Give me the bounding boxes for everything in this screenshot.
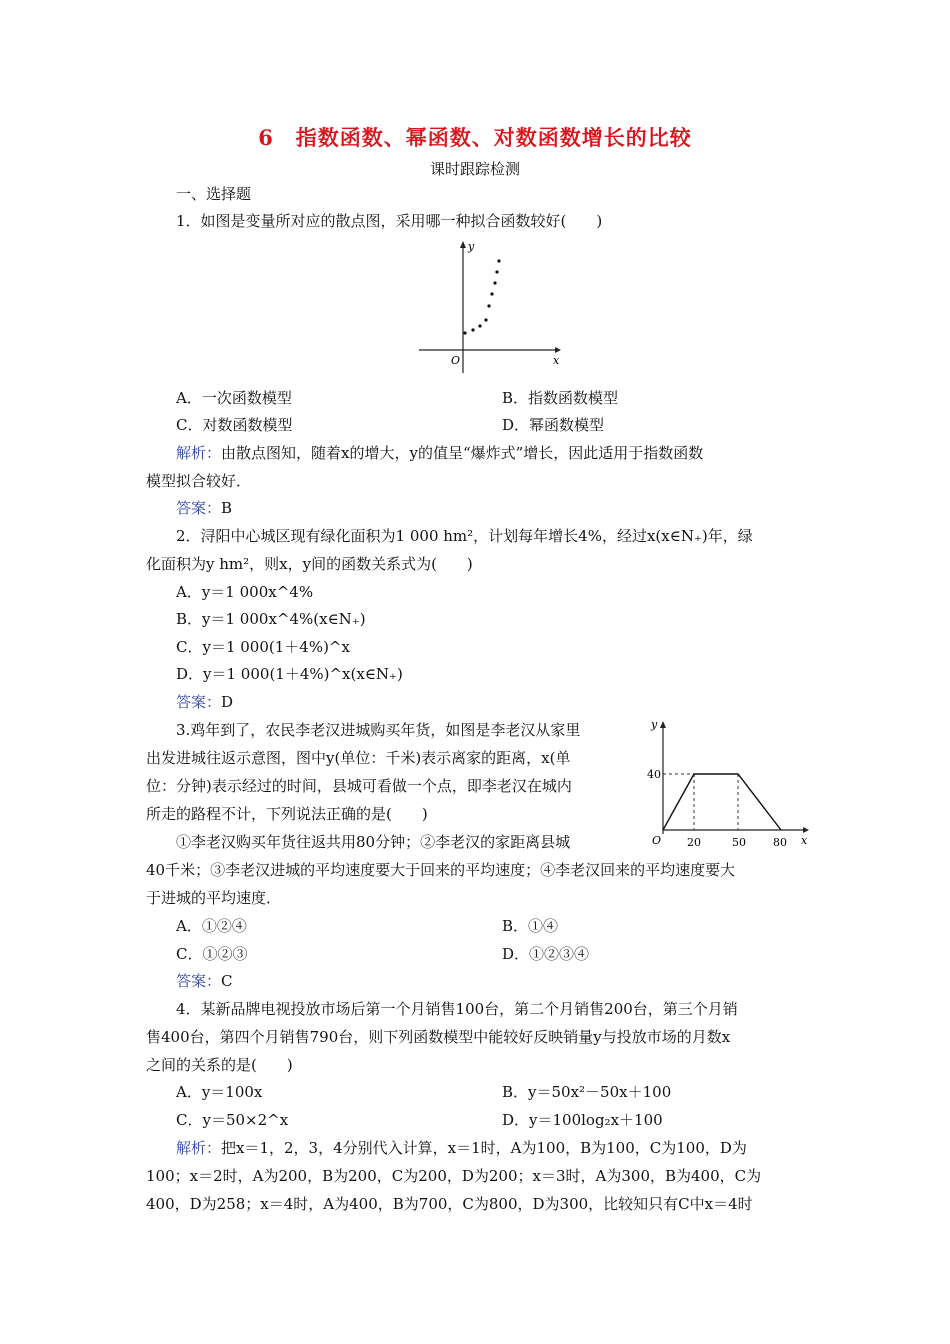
q3-statement-3: 于进城的平均速度． bbox=[146, 889, 282, 907]
q3-stem-3: 位：分钟)表示经过的时间，县城可看做一个点，即李老汉在城内 bbox=[146, 777, 572, 795]
q4-stem-2: 售400台，第四个月销售790台，则下列函数模型中能较好反映销量y与投放市场的月数x bbox=[146, 1028, 731, 1046]
q1-origin-label: O bbox=[451, 354, 461, 367]
q2-option-d: D．y＝1 000(1＋4%)^x(x∈N₊) bbox=[176, 665, 403, 683]
q2-answer: D bbox=[221, 693, 234, 711]
q4-option-b: B．y＝50x²－50x＋100 bbox=[502, 1083, 672, 1101]
q2-stem-2: 化面积为y hm²，则x，y间的函数关系式为( ) bbox=[146, 555, 473, 573]
scatter-point bbox=[484, 318, 487, 321]
q3-x-tick-80: 80 bbox=[773, 836, 787, 849]
q3-statement-1: ①李老汉购买年货往返共用80分钟；②李老汉的家距离县城 bbox=[176, 833, 571, 851]
page-title: 6 指数函数、幂函数、对数函数增长的比较 bbox=[258, 125, 692, 150]
q4-analysis-label: 解析： bbox=[176, 1139, 222, 1157]
q3-answer-label: 答案： bbox=[176, 972, 222, 990]
q4-option-a: A．y＝100x bbox=[176, 1083, 263, 1101]
q1-analysis-text: 由散点图知，随着x的增大，y的值呈“爆炸式”增长，因此适用于指数函数 bbox=[221, 444, 704, 462]
scatter-point bbox=[487, 304, 490, 307]
q1-option-c: C．对数函数模型 bbox=[176, 416, 293, 434]
q1-option-a: A．一次函数模型 bbox=[176, 389, 292, 407]
scatter-point bbox=[495, 270, 498, 273]
q3-stem-1: 3.鸡年到了，农民李老汉进城购买年货，如图是李老汉从家里 bbox=[176, 721, 581, 739]
q1-analysis-text-2: 模型拟合较好． bbox=[146, 472, 252, 490]
q4-option-d: D．y＝100log₂x＋100 bbox=[502, 1111, 663, 1129]
q4-stem-3: 之间的关系的是( ) bbox=[146, 1056, 293, 1074]
q1-answer: B bbox=[221, 499, 233, 517]
q3-option-c: C．①②③ bbox=[176, 945, 248, 963]
q3-option-a: A．①②④ bbox=[176, 917, 247, 935]
q1-y-label: y bbox=[468, 240, 475, 253]
q2-option-b: B．y＝1 000x^4%(x∈N₊) bbox=[176, 610, 366, 628]
q3-answer: C bbox=[221, 972, 233, 990]
q4-option-c: C．y＝50×2^x bbox=[176, 1111, 289, 1129]
q3-stem-4: 所走的路程不计，下列说法正确的是( ) bbox=[146, 805, 428, 823]
q3-trip-line bbox=[663, 774, 781, 830]
scatter-point bbox=[471, 328, 474, 331]
q4-analysis-text-3: 400，D为258；x＝4时，A为400，B为700，C为800，D为300，比较知只有C中x＝4时 bbox=[146, 1195, 753, 1213]
page-subtitle: 课时跟踪检测 bbox=[429, 160, 520, 178]
q3-y-label: y bbox=[651, 718, 658, 731]
q1-answer-label: 答案： bbox=[176, 499, 222, 517]
q1-y-arrow bbox=[460, 241, 466, 248]
q3-x-tick-20: 20 bbox=[687, 836, 701, 849]
scatter-point bbox=[478, 324, 481, 327]
q3-y-arrow bbox=[660, 721, 666, 728]
q3-option-b: B．①④ bbox=[502, 917, 559, 935]
q2-option-a: A．y＝1 000x^4% bbox=[176, 583, 314, 601]
q3-distance-time-graph bbox=[643, 716, 813, 851]
scatter-point bbox=[497, 259, 500, 262]
q1-option-b: B．指数函数模型 bbox=[502, 389, 619, 407]
q2-option-c: C．y＝1 000(1＋4%)^x bbox=[176, 638, 350, 656]
scatter-point bbox=[493, 281, 496, 284]
q1-stem: 1．如图是变量所对应的散点图，采用哪一种拟合函数较好( ) bbox=[176, 212, 603, 230]
q1-scatter-plot bbox=[415, 238, 565, 378]
q3-stem-2: 出发进城往返示意图，图中y(单位：千米)表示离家的距离，x(单 bbox=[146, 749, 571, 767]
q3-statement-2: 40千米；③李老汉进城的平均速度要大于回来的平均速度；④李老汉回来的平均速度要大 bbox=[146, 861, 736, 879]
q2-answer-label: 答案： bbox=[176, 693, 222, 711]
q3-origin-label: O bbox=[652, 834, 662, 847]
q4-stem-1: 4．某新品牌电视投放市场后第一个月销售100台，第二个月销售200台，第三个月销 bbox=[176, 1000, 738, 1018]
q4-analysis-text: 把x＝1，2，3，4分别代入计算，x＝1时，A为100，B为100，C为100，D为 bbox=[221, 1139, 747, 1157]
section-heading: 一、选择题 bbox=[176, 185, 252, 203]
q2-stem-1: 2．浔阳中心城区现有绿化面积为1 000 hm²，计划每年增长4%，经过x(x∈N₊)年，绿 bbox=[176, 527, 753, 545]
scatter-point bbox=[463, 331, 466, 334]
q3-y-tick-40: 40 bbox=[647, 768, 661, 781]
q1-x-label: x bbox=[553, 354, 560, 367]
scatter-point bbox=[490, 292, 493, 295]
q1-option-d: D．幂函数模型 bbox=[502, 416, 605, 434]
q3-x-arrow bbox=[803, 827, 809, 833]
q1-analysis-label: 解析： bbox=[176, 444, 222, 462]
q4-analysis-text-2: 100；x＝2时，A为200，B为200，C为200，D为200；x＝3时，A为300，B为400，C为 bbox=[146, 1167, 762, 1185]
q3-x-label: x bbox=[801, 834, 808, 847]
q3-x-tick-50: 50 bbox=[732, 836, 746, 849]
q1-x-arrow bbox=[555, 347, 561, 353]
q3-option-d: D．①②③④ bbox=[502, 945, 590, 963]
